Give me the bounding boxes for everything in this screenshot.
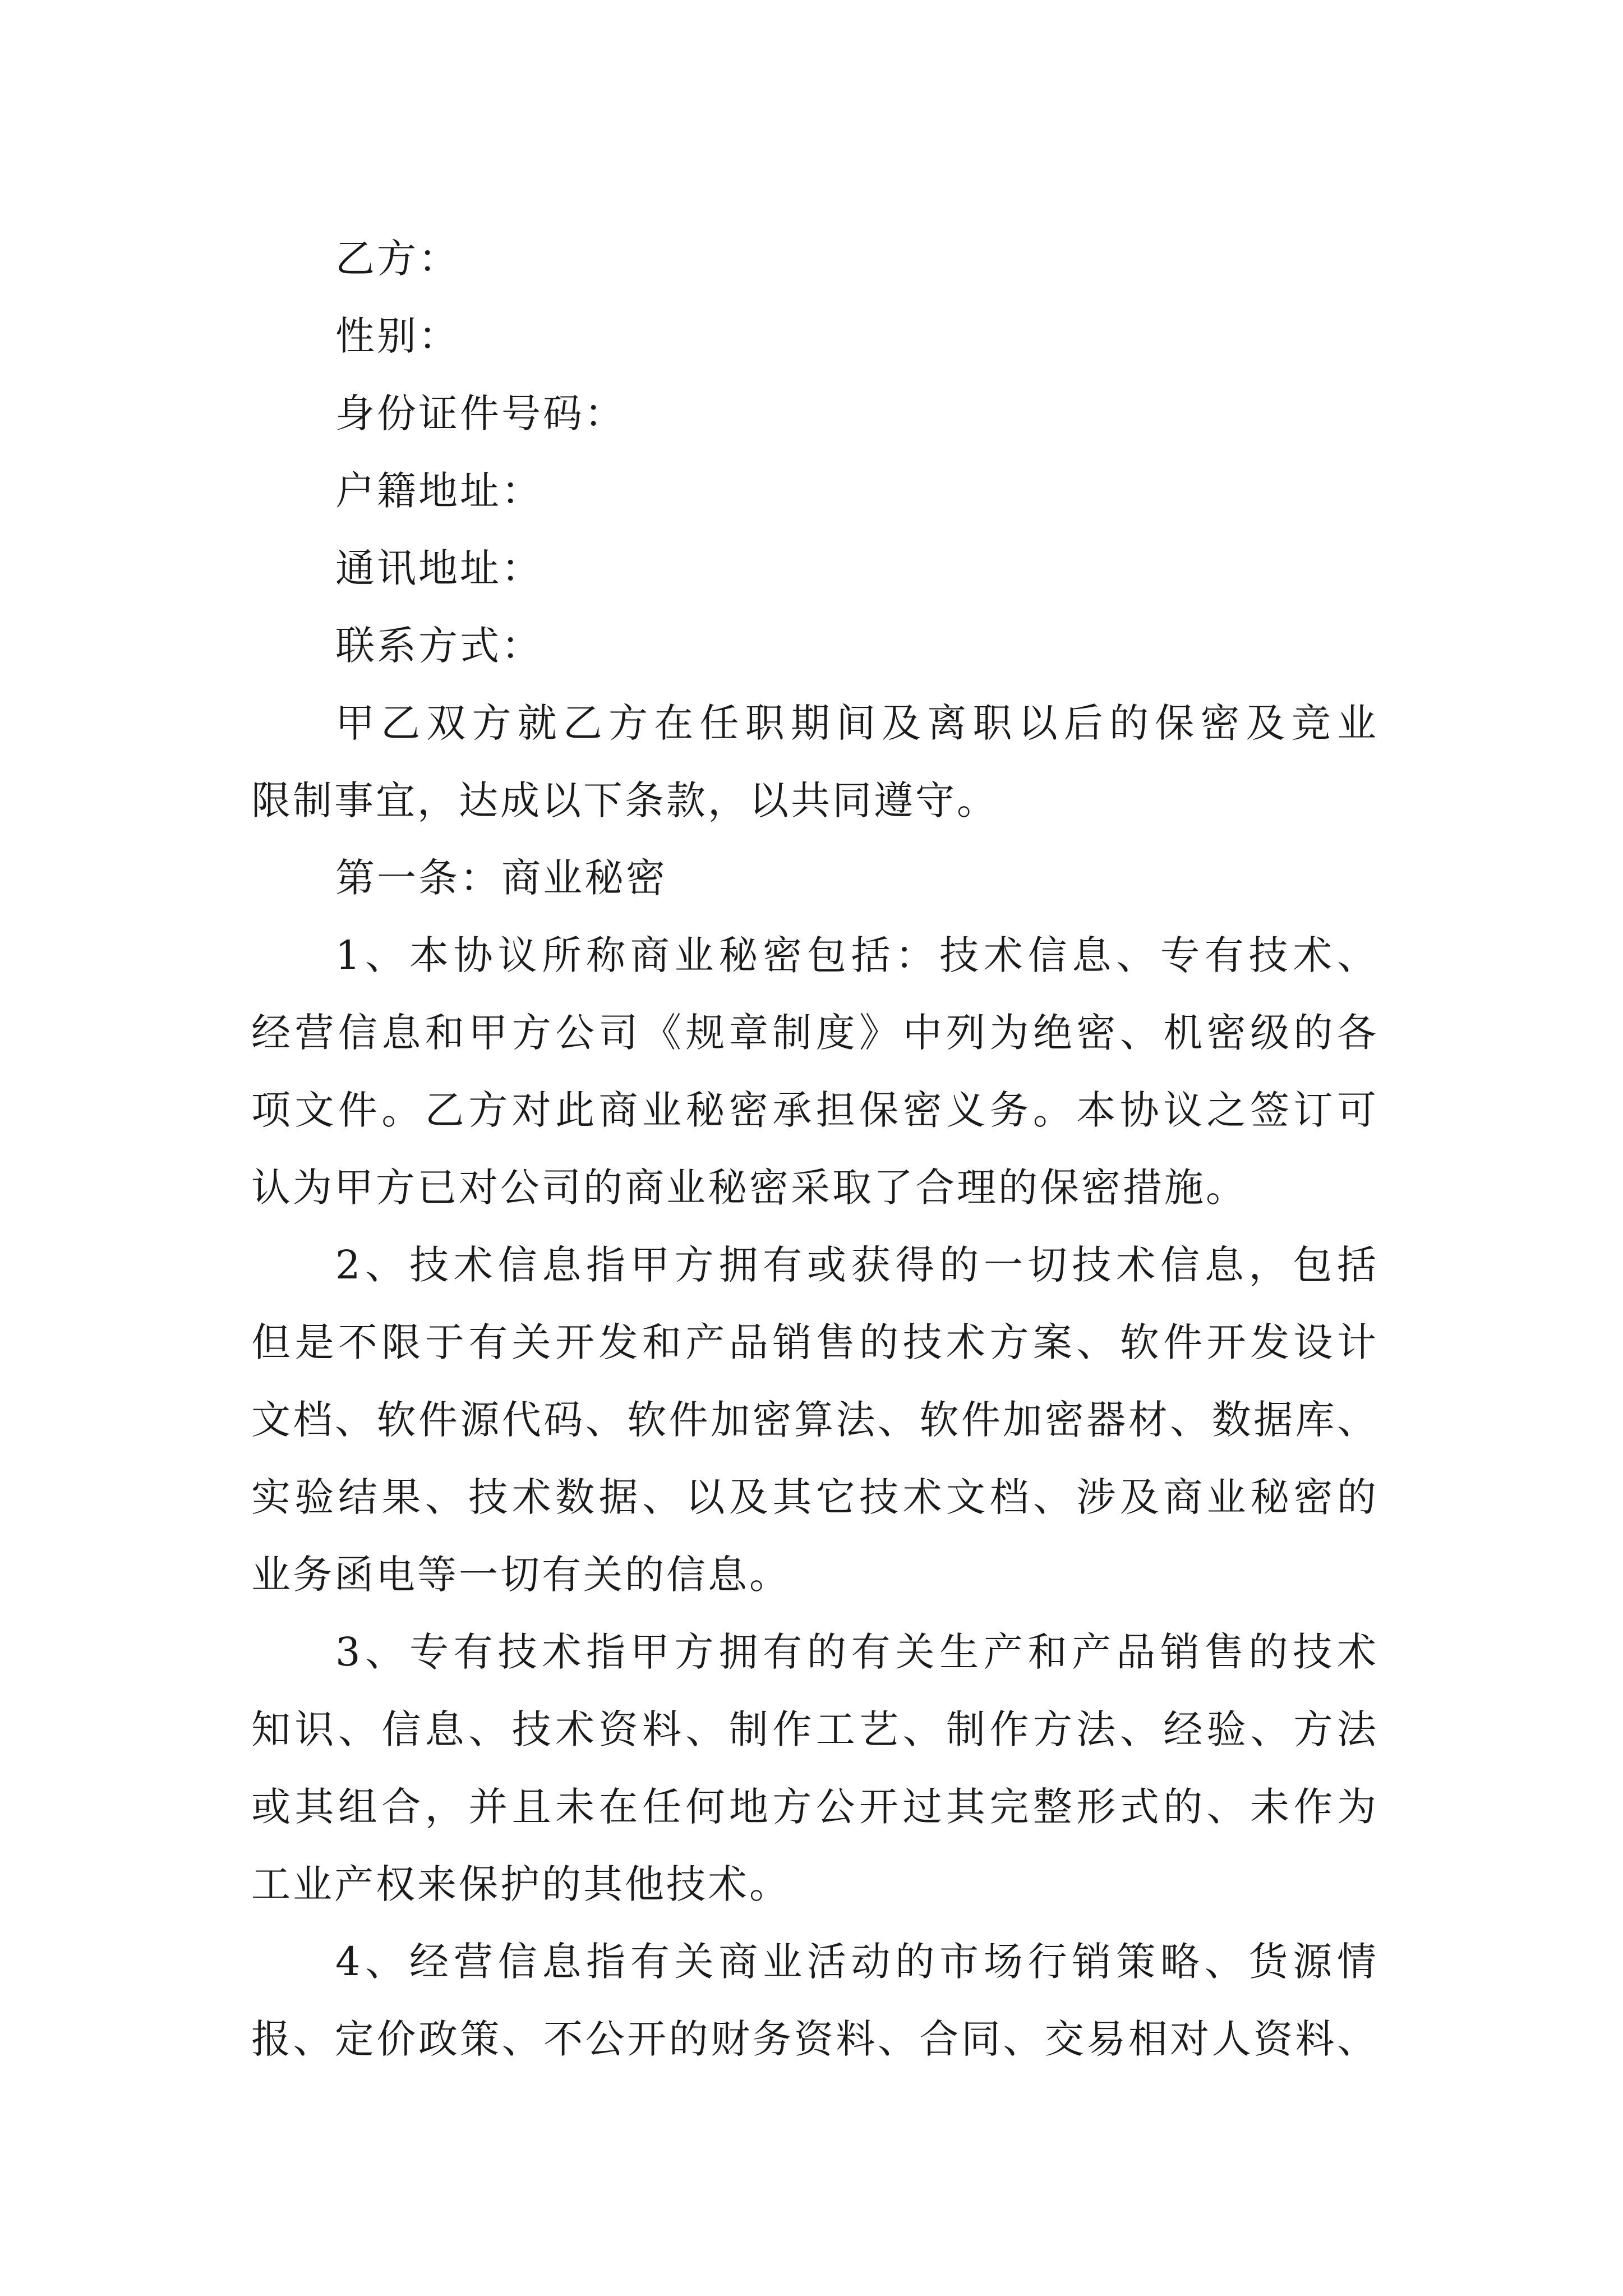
household-address-field: 户籍地址： <box>335 468 543 514</box>
document-body <box>251 220 1378 2078</box>
paragraph-line: 认为甲方已对公司的商业秘密采取了合理的保密措施。 <box>251 1165 1247 1211</box>
intro-line: 限制事宜，达成以下条款，以共同遵守。 <box>251 777 998 823</box>
clause-4-paragraph <box>251 1923 1378 2078</box>
paragraph-line: 知识、信息、技术资料、制作工艺、制作方法、经验、方法 <box>251 1706 1378 1752</box>
paragraph-line: 但是不限于有关开发和产品销售的技术方案、软件开发设计 <box>251 1319 1378 1365</box>
clause-3-paragraph <box>251 1613 1378 1923</box>
paragraph-line: 经营信息和甲方公司《规章制度》中列为绝密、机密级的各 <box>251 1010 1378 1056</box>
paragraph-line: 1、本协议所称商业秘密包括：技术信息、专有技术、 <box>335 932 1378 978</box>
gender-field: 性别： <box>335 313 460 359</box>
paragraph-line: 4、经营信息指有关商业活动的市场行销策略、货源情 <box>335 1939 1378 1985</box>
mailing-address-field: 通讯地址： <box>335 545 543 591</box>
party-b-field: 乙方： <box>335 236 460 282</box>
paragraph-line: 3、专有技术指甲方拥有的有关生产和产品销售的技术 <box>335 1629 1378 1675</box>
paragraph-line: 实验结果、技术数据、以及其它技术文档、涉及商业秘密的 <box>251 1474 1378 1520</box>
clause-2-paragraph <box>251 1226 1378 1613</box>
clause-1-paragraph <box>251 917 1378 1226</box>
paragraph-line: 项文件。乙方对此商业秘密承担保密义务。本协议之签订可 <box>251 1087 1378 1133</box>
article-1-heading: 第一条：商业秘密 <box>335 855 667 901</box>
contact-field: 联系方式： <box>335 623 543 669</box>
paragraph-line: 或其组合，并且未在任何地方公开过其完整形式的、未作为 <box>251 1784 1378 1830</box>
paragraph-line: 文档、软件源代码、软件加密算法、软件加密器材、数据库、 <box>251 1397 1378 1443</box>
paragraph-line: 2、技术信息指甲方拥有或获得的一切技术信息，包括 <box>335 1242 1378 1288</box>
paragraph-line: 报、定价政策、不公开的财务资料、合同、交易相对人资料、 <box>251 2016 1378 2062</box>
id-number-field: 身份证件号码： <box>335 390 626 436</box>
paragraph-line: 业务函电等一切有关的信息。 <box>251 1552 791 1598</box>
intro-line: 甲乙双方就乙方在任职期间及离职以后的保密及竞业 <box>335 700 1378 746</box>
paragraph-line: 工业产权来保护的其他技术。 <box>251 1861 791 1907</box>
intro-paragraph <box>251 684 1378 839</box>
